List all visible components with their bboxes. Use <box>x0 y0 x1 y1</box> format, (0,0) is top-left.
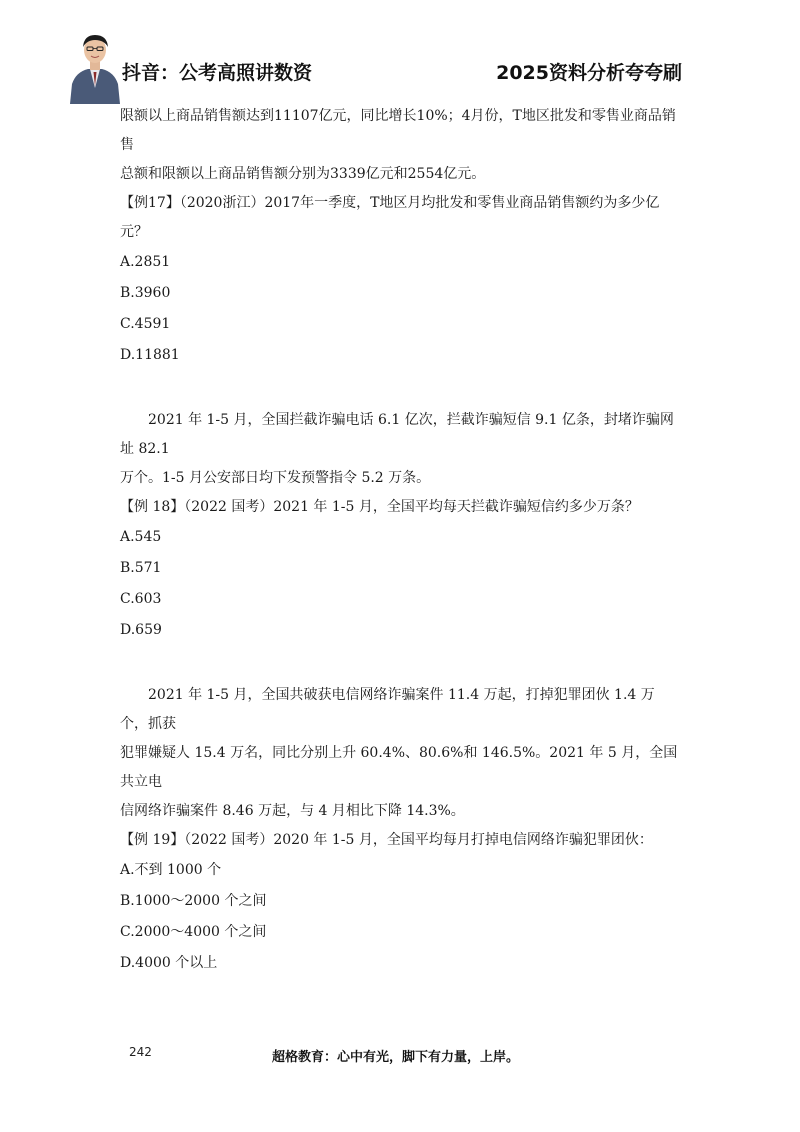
option-a: A.545 <box>120 529 162 545</box>
passage-line: 2021 年 1-5 月，全国拦截诈骗电话 6.1 亿次，拦截诈骗短信 9.1 亿条，封堵诈骗网址 82.1 <box>120 412 674 457</box>
spacer <box>120 371 680 406</box>
presenter-avatar <box>68 28 122 104</box>
passage-line: 信网络诈骗案件 8.46 万起，与 4 月相比下降 14.3%。 <box>120 803 465 819</box>
passage-line: 总额和限额以上商品销售额分别为3339亿元和2554亿元。 <box>120 166 486 182</box>
option-a: A.不到 1000 个 <box>120 862 222 878</box>
option-d: D.11881 <box>120 347 180 363</box>
option-c: C.2000～4000 个之间 <box>120 924 267 940</box>
header-left-title: 抖音：公考高照讲数资 <box>122 62 313 84</box>
option-d: D.659 <box>120 622 162 638</box>
header-right-title: 2025资料分析夸夸刷 <box>496 62 682 84</box>
option-b: B.571 <box>120 560 162 576</box>
spacer <box>120 646 680 681</box>
option-d: D.4000 个以上 <box>120 955 218 971</box>
footer-slogan: 超格教育：心中有光，脚下有力量，上岸。 <box>272 1050 520 1065</box>
option-b: B.3960 <box>120 285 171 301</box>
question-17: 【例17】（2020浙江）2017年一季度，T地区月均批发和零售业商品销售额约为多少亿元？ <box>120 195 660 240</box>
question-19: 【例 19】（2022 国考）2020 年 1-5 月，全国平均每月打掉电信网络诈骗犯罪团伙： <box>120 832 653 848</box>
option-c: C.603 <box>120 591 162 607</box>
page-number: 242 <box>129 1045 152 1059</box>
passage-line: 2021 年 1-5 月，全国共破获电信网络诈骗案件 11.4 万起，打掉犯罪团伙 1.4 万个，抓获 <box>120 687 655 732</box>
option-a: A.2851 <box>120 254 171 270</box>
passage-line: 犯罪嫌疑人 15.4 万名，同比分别上升 60.4%、80.6%和 146.5%。2021 年 5 月，全国共立电 <box>120 745 678 790</box>
passage-line: 万个。1-5 月公安部日均下发预警指令 5.2 万条。 <box>120 470 431 486</box>
question-18: 【例 18】（2022 国考）2021 年 1-5 月，全国平均每天拦截诈骗短信约多少万条？ <box>120 499 639 515</box>
passage-line: 限额以上商品销售额达到11107亿元，同比增长10%；4月份，T地区批发和零售业商品销售 <box>120 108 676 153</box>
option-b: B.1000～2000 个之间 <box>120 893 267 909</box>
option-c: C.4591 <box>120 316 171 332</box>
page-content <box>120 102 680 979</box>
